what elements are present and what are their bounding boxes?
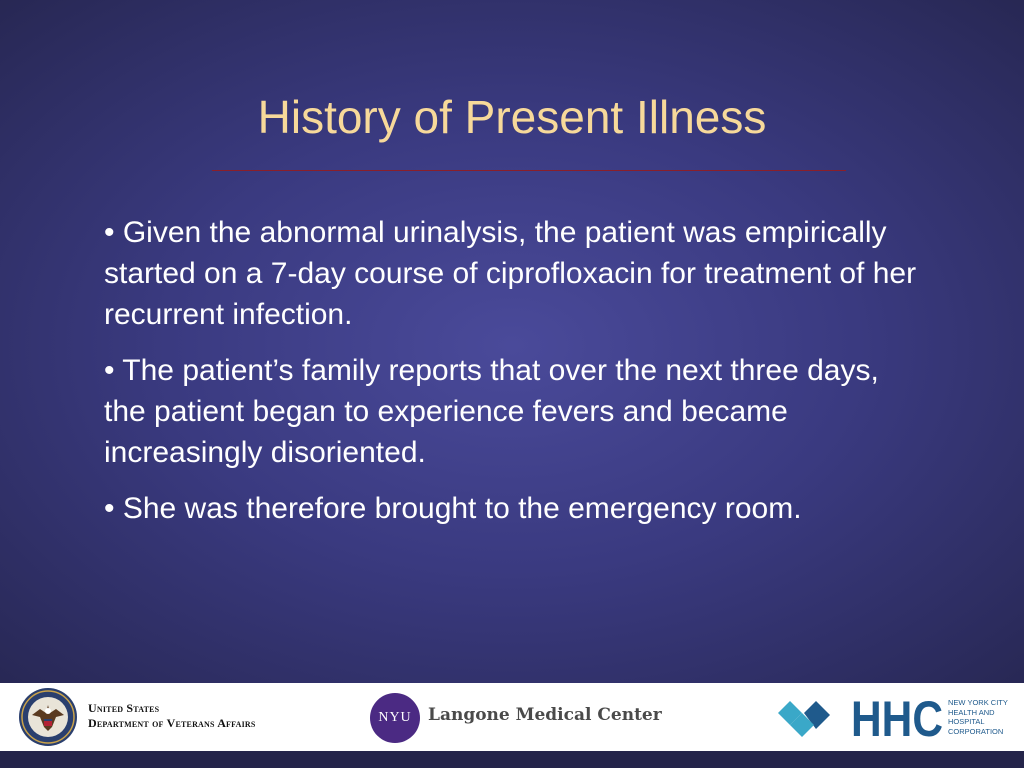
bullet-list xyxy=(104,212,924,544)
bullet-item: • The patient’s family reports that over the next three days, the patient began to experience fevers and became increasingly disoriented. xyxy=(104,354,879,469)
nyu-logo: NYU xyxy=(370,693,420,743)
nyu-name: Langone Medical Center xyxy=(428,705,662,725)
va-name-line-1: United States xyxy=(88,701,160,715)
title-divider xyxy=(212,170,846,171)
va-seal-icon xyxy=(18,687,78,747)
slide-title: History of Present Illness xyxy=(257,91,767,143)
va-name xyxy=(88,701,256,731)
hhc-mark xyxy=(851,697,943,739)
hhc-name-line: NEW YORK CITY xyxy=(948,698,1008,707)
bullet-item: • Given the abnormal urinalysis, the patient was empirically started on a 7-day course of ciprofloxacin for treatment of her recurrent infection. xyxy=(104,216,917,331)
hhc-name-line: HEALTH AND xyxy=(948,707,995,717)
hhc-name-line: CORPORATION xyxy=(948,726,1004,736)
hhc-mark-text: HHC xyxy=(851,697,943,739)
footer-logo-bar xyxy=(0,683,1024,751)
hhc-name xyxy=(948,698,1018,736)
hhc-name-line: HOSPITAL xyxy=(948,717,985,726)
bullet-item: • She was therefore brought to the emergency room. xyxy=(104,492,802,525)
footer-bottom-strip xyxy=(0,751,1024,768)
hearts-icon xyxy=(774,695,836,741)
va-name-line-2: Department of Veterans Affairs xyxy=(88,716,256,730)
